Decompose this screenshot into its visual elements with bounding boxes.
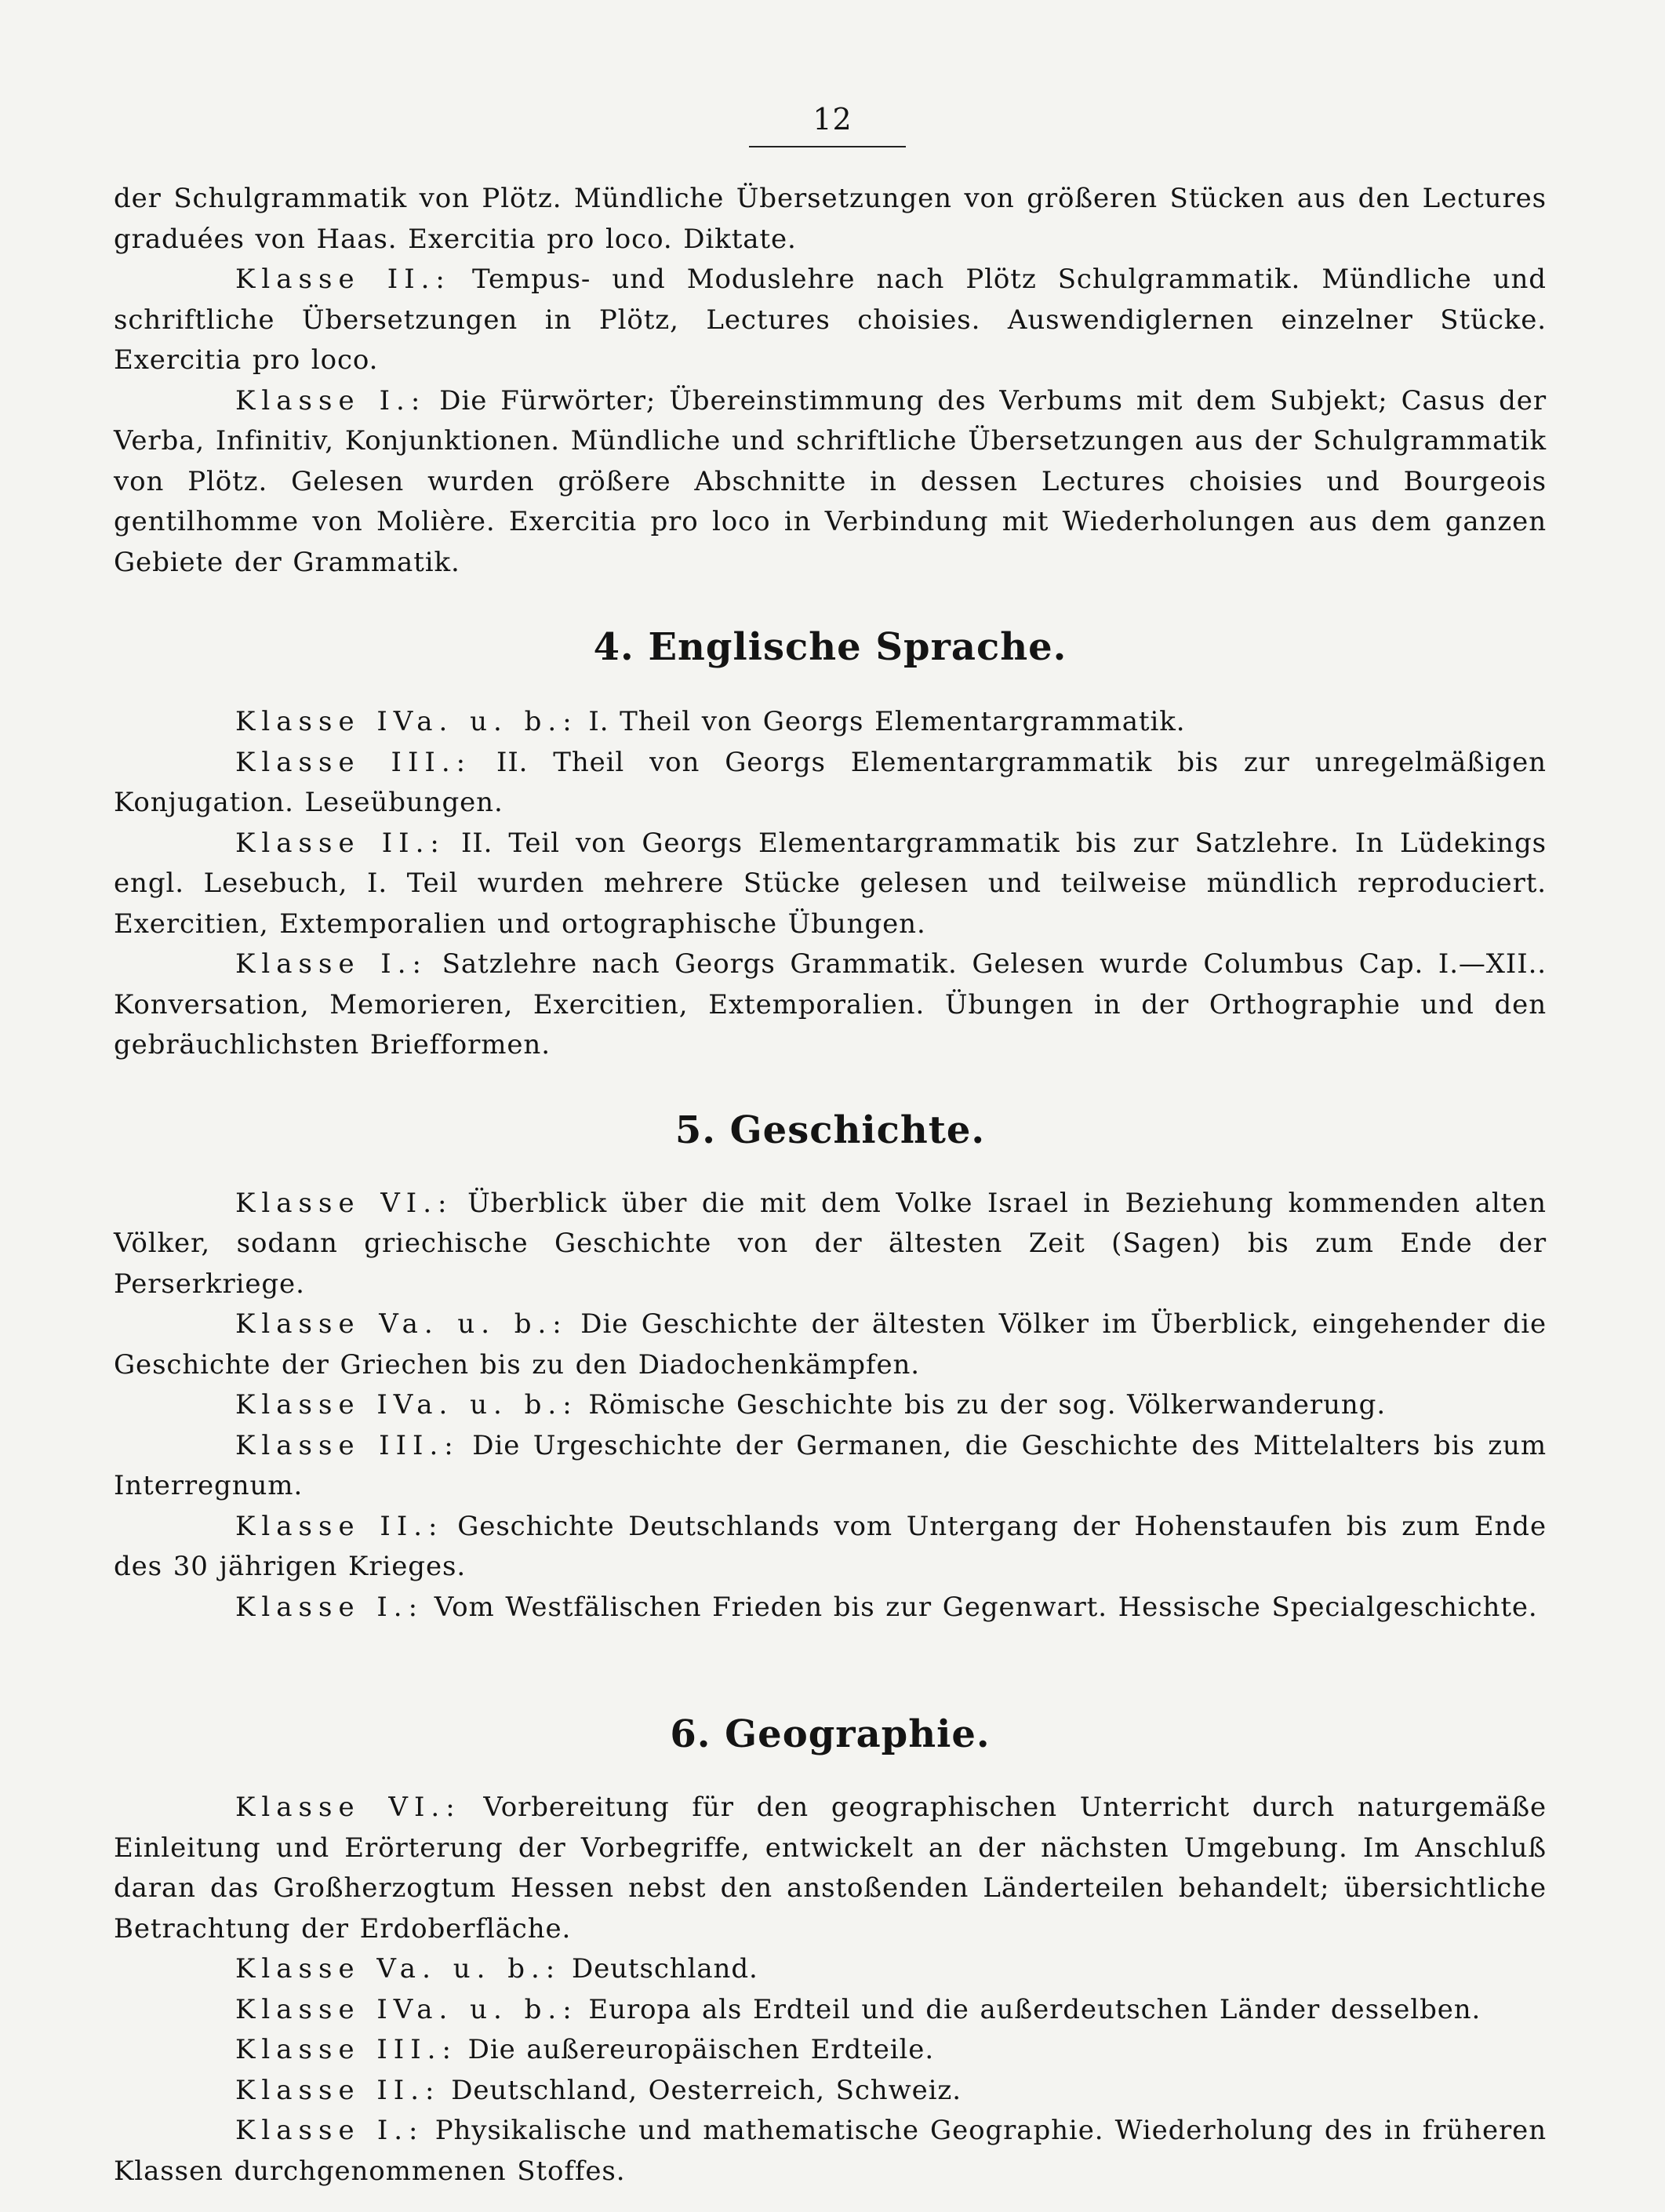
geography-entry-klasse-2 bbox=[114, 2071, 1547, 2112]
klasse-text: Satzlehre nach Georgs Grammatik. Gelesen wurde Columbus Cap. I.—XII.. Konversation, Memorieren, Exercitien, Extemporalien. Übungen in der Orthographie und den gebräuchlichsten Briefformen. bbox=[114, 948, 1547, 1061]
klasse-text: Vorbereitung für den geographischen Unterricht durch naturgemäße Einleitung und Erörterung der Vorbegriffe, entwickelt an der nächsten Umgebung. Im Anschluß daran das Großherzogtum Hessen nebst den anstoßenden Länderteilen behandelt; übersichtliche Betrachtung der Erdoberfläche. bbox=[114, 1792, 1547, 1945]
klasse-text: Geschichte Deutschlands vom Untergang der Hohenstaufen bis zum Ende des 30 jährigen Krieges. bbox=[114, 1510, 1547, 1582]
klasse-label: Klasse II.: bbox=[235, 264, 451, 295]
klasse-text: Physikalische und mathematische Geographie. Wiederholung des in früheren Klassen durchgenommenen Stoffes. bbox=[114, 2115, 1547, 2187]
klasse-text: Die Geschichte der ältesten Völker im Überblick, eingehender die Geschichte der Griechen bis zu den Diadochenkämpfen. bbox=[114, 1308, 1547, 1381]
klasse-text: Deutschland, Oesterreich, Schweiz. bbox=[451, 2074, 962, 2106]
history-entry-klasse-5 bbox=[114, 1304, 1547, 1385]
continued-paragraph: der Schulgrammatik von Plötz. Mündliche Übersetzungen von größeren Stücken aus den Lectures graduées von Haas. Exercitia pro loco. Diktate. bbox=[114, 183, 1547, 255]
section-heading-english: 4. Englische Sprache. bbox=[593, 625, 1067, 669]
history-entry-klasse-1 bbox=[114, 1588, 1547, 1628]
english-entry-klasse-3 bbox=[114, 743, 1547, 824]
klasse-text: Die außereuropäischen Erdteile. bbox=[467, 2034, 935, 2065]
klasse-label: Klasse III.: bbox=[235, 1429, 460, 1461]
section-heading-history: 5. Geschichte. bbox=[674, 1108, 986, 1152]
klasse-text: Europa als Erdteil und die außerdeutschen Länder desselben. bbox=[588, 1993, 1481, 2025]
klasse-label: Klasse I.: bbox=[235, 948, 427, 980]
klasse-text: Die Urgeschichte der Germanen, die Geschichte des Mittelalters bis zum Interregnum. bbox=[114, 1429, 1547, 1501]
klasse-label: Klasse I.: bbox=[235, 384, 427, 417]
klasse-text: Römische Geschichte bis zu der sog. Völkerwanderung. bbox=[588, 1389, 1387, 1421]
english-entry-klasse-4 bbox=[114, 702, 1547, 743]
history-entry-klasse-2 bbox=[114, 1507, 1547, 1588]
klasse-text: Vom Westfälischen Frieden bis zur Gegenwart. Hessische Specialgeschichte. bbox=[434, 1591, 1538, 1623]
french-entry-klasse-1 bbox=[114, 381, 1547, 584]
klasse-label: Klasse VI.: bbox=[235, 1792, 461, 1823]
klasse-text: Deutschland. bbox=[571, 1953, 758, 1985]
geography-entry-klasse-6 bbox=[114, 1788, 1547, 1949]
klasse-text: Tempus- und Moduslehre nach Plötz Schulgrammatik. Mündliche und schriftliche Übersetzungen in Plötz, Lectures choisies. Auswendiglernen einzelner Stücke. Exercitia pro loco. bbox=[114, 264, 1547, 376]
klasse-label: Klasse II.: bbox=[235, 1510, 444, 1542]
klasse-text: Überblick über die mit dem Volke Israel in Beziehung kommenden alten Völker, sodann griechische Geschichte von der ältesten Zeit (Sagen) bis zum Ende der Perserkriege. bbox=[114, 1187, 1547, 1300]
klasse-label: Klasse IVa. u. b.: bbox=[235, 706, 578, 737]
klasse-label: Klasse III.: bbox=[235, 2034, 457, 2065]
klasse-label: Klasse I.: bbox=[235, 2115, 424, 2146]
klasse-text: II. Teil von Georgs Elementargrammatik bis zur Satzlehre. In Lüdekings engl. Lesebuch, I. Teil wurden mehrere Stücke gelesen und teilweise mündlich reproduciert. Exercitien, Extemporalien und ortographische Übungen. bbox=[114, 827, 1547, 940]
klasse-label: Klasse I.: bbox=[235, 1591, 424, 1623]
klasse-label: Klasse II.: bbox=[235, 827, 445, 859]
english-entry-klasse-1 bbox=[114, 944, 1547, 1066]
history-entry-klasse-6 bbox=[114, 1184, 1547, 1305]
klasse-label: Klasse IVa. u. b.: bbox=[235, 1389, 578, 1421]
klasse-text: Die Fürwörter; Übereinstimmung des Verbums mit dem Subjekt; Casus der Verba, Infinitiv, Konjunktionen. Mündliche und schriftliche Übersetzungen aus der Schulgrammatik von Plötz. Gelesen wurden größere Abschnitte in dessen Lectures choisies und Bourgeois gentilhomme von Molière. Exercitia pro loco in Verbindung mit Wiederholungen aus dem ganzen Gebiete der Grammatik. bbox=[114, 384, 1547, 578]
geography-entry-klasse-3 bbox=[114, 2030, 1547, 2071]
history-entry-klasse-4 bbox=[114, 1385, 1547, 1426]
page-number-rule bbox=[749, 146, 906, 147]
french-entry-klasse-2 bbox=[114, 260, 1547, 381]
geography-entry-klasse-5 bbox=[114, 1949, 1547, 1990]
klasse-label: Klasse Va. u. b.: bbox=[235, 1953, 562, 1985]
klasse-label: Klasse II.: bbox=[235, 2074, 441, 2106]
klasse-text: I. Theil von Georgs Elementargrammatik. bbox=[588, 706, 1186, 737]
klasse-label: Klasse IVa. u. b.: bbox=[235, 1993, 578, 2025]
klasse-label: Klasse VI.: bbox=[235, 1187, 453, 1219]
page-body bbox=[114, 179, 1547, 2192]
history-entry-klasse-3 bbox=[114, 1426, 1547, 1507]
klasse-label: Klasse III.: bbox=[235, 746, 472, 778]
geography-entry-klasse-1 bbox=[114, 2111, 1547, 2192]
section-heading-geography: 6. Geographie. bbox=[670, 1712, 991, 1756]
klasse-text: II. Theil von Georgs Elementargrammatik bis zur unregelmäßigen Konjugation. Leseübungen. bbox=[114, 746, 1547, 818]
geography-entry-klasse-4 bbox=[114, 1990, 1547, 2031]
english-entry-klasse-2 bbox=[114, 824, 1547, 945]
page-number: 12 bbox=[813, 102, 852, 136]
klasse-label: Klasse Va. u. b.: bbox=[235, 1308, 568, 1340]
